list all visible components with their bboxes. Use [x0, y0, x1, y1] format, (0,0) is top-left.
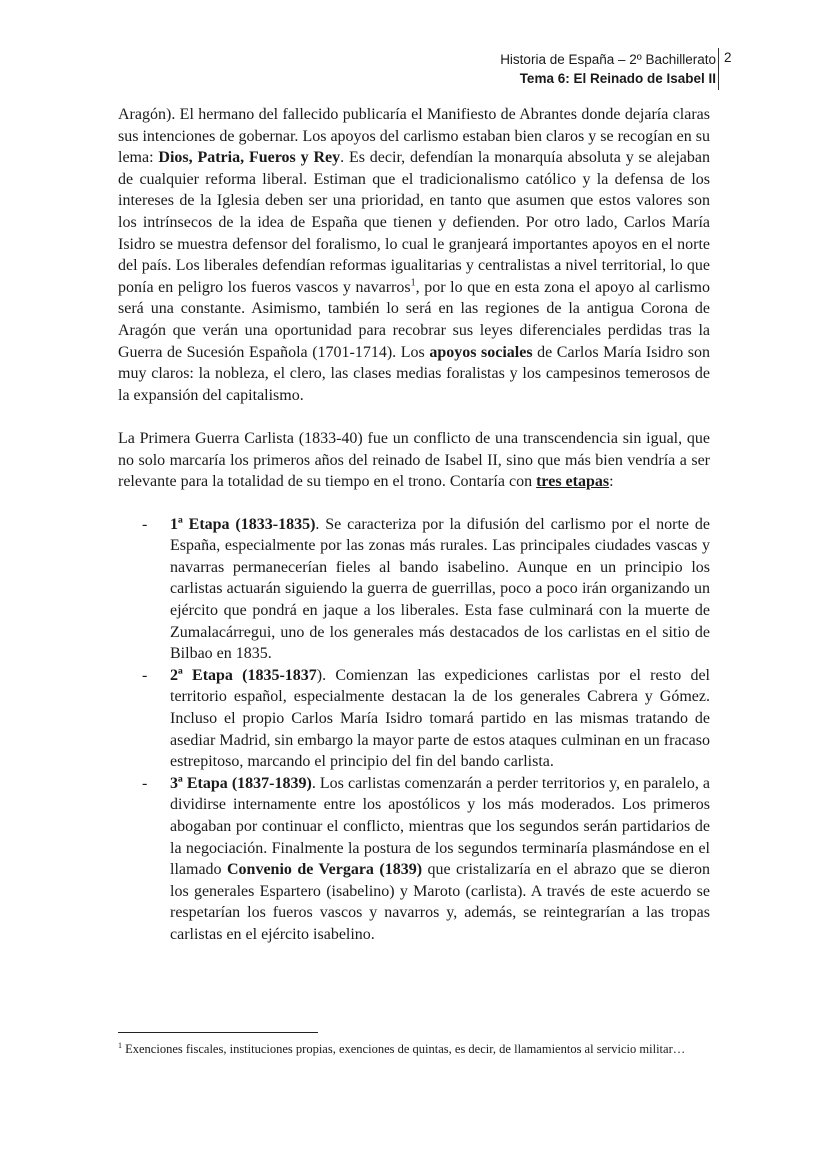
- footnote-number: 1: [118, 1040, 122, 1050]
- footnote-reference: 1: [410, 277, 416, 289]
- p1-social-support: apoyos sociales: [429, 343, 533, 361]
- stage-3-title: 3ª Etapa (1837-1839): [170, 774, 312, 792]
- p1-text-3: , por lo que en esta zona el apoyo al carlismo será una constante. Asimismo, también lo será en las regiones de la antigua Corona de Aragón que verán una oportunidad para recobrar sus leyes diferenciales perdidas tras la Guerra de Sucesión Española (1701-1714). Los: [118, 278, 711, 361]
- p1-text-2: . Es decir, defendían la monarquía absoluta y se alejaban de cualquier reforma liberal. Estiman que el tradicionalismo católico y la defensa de los intereses de la Iglesia deben ser una prioridad, en tanto que asumen que estos valores son los intrínsecos de la idea de España que tienen y defienden. Por otro lado, Carlos María Isidro se muestra defensor del foralismo, lo cual le granjeará importantes apoyos en el norte del país. Los liberales defendían reformas igualitarias y centralistas a nivel territorial, lo que ponía en peligro los fueros vascos y navarros: [118, 149, 711, 296]
- stage-2-text: ). Comienzan las expediciones carlistas por el resto del territorio español, especialmente destacan la de los generales Cabrera y Gómez. Incluso el propio Carlos María Isidro tomará partido en las mismas tratando de asediar Madrid, sin embargo la mayor parte de estos ataques culminan en un fracaso estrepitoso, marcando el principio del fin del bando carlista.: [170, 666, 710, 771]
- p2-text-1: La Primera Guerra Carlista (1833-40) fue un conflicto de una transcendencia sin igual, que no solo marcaría los primeros años del reinado de Isabel II, sino que más bien vendría a ser relevante para la totalidad de su tiempo en el trono. Contaría con: [118, 429, 710, 491]
- p1-text-4: de Carlos María Isidro son muy claros: la nobleza, el clero, las clases medias foralistas y los campesinos temerosos de la expansión del capitalismo.: [118, 343, 711, 404]
- list-dash: -: [142, 666, 148, 684]
- p1-motto: Dios, Patria, Fueros y Rey: [158, 149, 341, 167]
- footnote: [118, 1042, 714, 1058]
- list-item-stage-3: [118, 773, 710, 946]
- list-dash: -: [142, 515, 148, 533]
- stage-2-title: 2ª Etapa (1835-1837: [170, 666, 317, 684]
- paragraph-first-carlist-war: [118, 428, 710, 493]
- document-body: [118, 104, 710, 946]
- stage-1-title: 1ª Etapa (1833-1835): [170, 515, 316, 533]
- list-item-stage-1: [118, 514, 710, 665]
- footnote-text: Exenciones fiscales, instituciones propias, exenciones de quintas, es decir, de llamamientos al servicio militar…: [122, 1042, 686, 1056]
- list-item-stage-2: [118, 665, 710, 773]
- p2-text-2: :: [609, 473, 614, 491]
- list-dash: -: [142, 774, 148, 792]
- header-course: Historia de España – 2º Bachillerato: [500, 52, 716, 67]
- paragraph-carlism-support: [118, 104, 710, 406]
- page-header: [500, 50, 716, 88]
- page-number: 2: [724, 50, 732, 65]
- stage-1-text: . Se caracteriza por la difusión del carlismo por el norte de España, especialmente por las zonas más rurales. Las principales ciudades vascas y navarras permanecerían fieles al bando isabelino. Aunque en un principio los carlistas actuarán siguiendo la guerra de guerrillas, poco a poco irán organizando un ejército que pondrá en jaque a los liberales. Esta fase culminará con la muerte de Zumalacárregui, uno de los generales más destacados de los carlistas en el sitio de Bilbao en 1835.: [170, 515, 710, 663]
- p2-three-stages: tres etapas: [536, 473, 610, 491]
- header-divider: [718, 48, 719, 90]
- footnote-separator: [118, 1032, 318, 1033]
- stage-3-convenio: Convenio de Vergara (1839): [227, 861, 423, 879]
- stage-3-text: . Los carlistas comenzarán a perder territorios y, en paralelo, a dividirse internamente entre los apostólicos y los más moderados. Los primeros abogaban por continuar el conflicto, mientras que los segundos serán partidarios de la negociación. Finalmente la postura de los segundos terminaría plasmándose en el llamado: [170, 774, 710, 879]
- p1-text-1: Aragón). El hermano del fallecido publicaría el Manifiesto de Abrantes donde dejaría claras sus intenciones de gobernar. Los apoyos del carlismo estaban bien claros y se recogían en su lema:: [118, 106, 710, 167]
- stages-list: [118, 514, 710, 946]
- stage-3-text-2: que cristalizaría en el abrazo que se dieron los generales Espartero (isabelino) y Maroto (carlista). A través de este acuerdo se respetarían los fueros vascos y navarros y, además, se reintegrarían a las tropas carlistas en el ejército isabelino.: [170, 861, 710, 943]
- header-topic: Tema 6: El Reinado de Isabel II: [519, 71, 716, 86]
